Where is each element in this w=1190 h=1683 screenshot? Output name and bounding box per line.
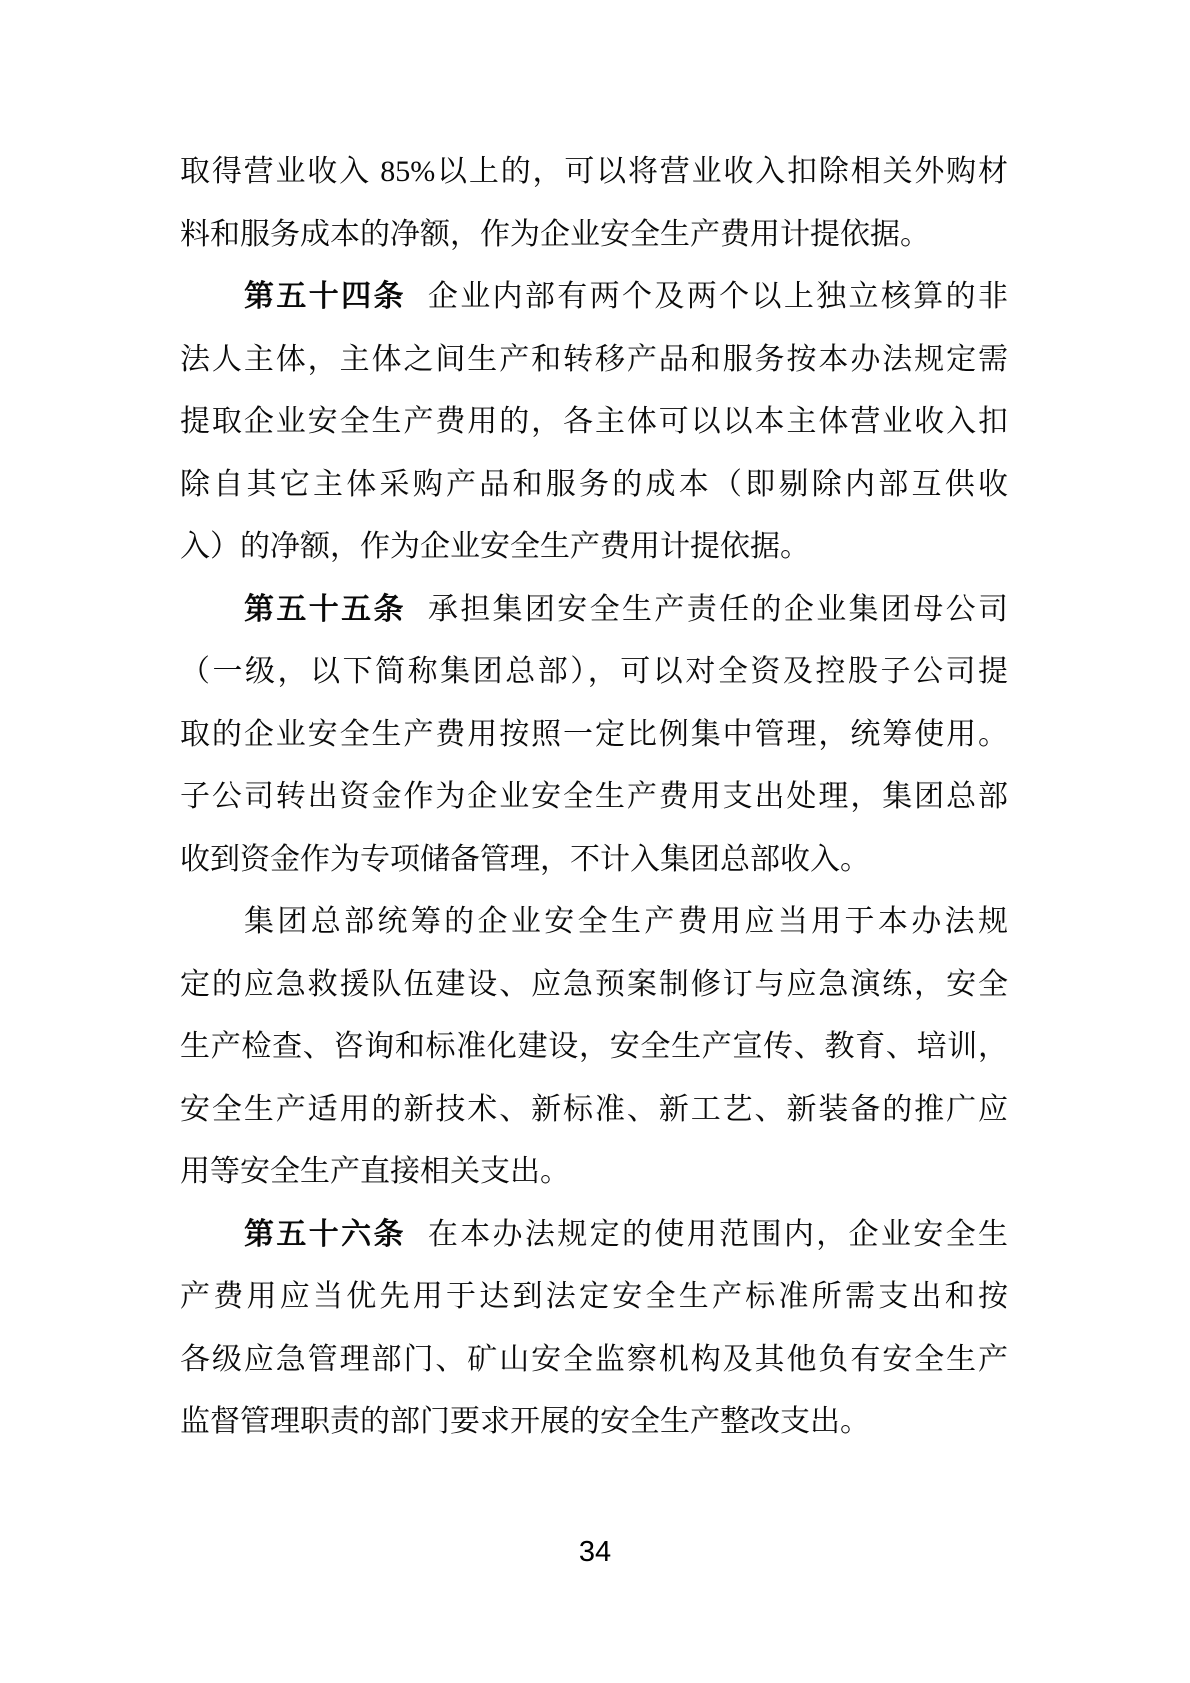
line-text: 安全生产适用的新技术、新标准、新工艺、新装备的推广应	[180, 1092, 1008, 1126]
line-text: 取得营业收入 85%以上的，可以将营业收入扣除相关外购材	[180, 155, 1008, 188]
article-number: 第五十五条	[244, 592, 406, 626]
text-line	[180, 1141, 1008, 1204]
text-line	[180, 704, 1008, 767]
text-line	[180, 641, 1008, 704]
text-line-article-56	[180, 1204, 1008, 1267]
page-number: 34	[578, 1536, 612, 1568]
article-number: 第五十四条	[244, 280, 406, 313]
line-text: 监督管理职责的部门要求开展的安全生产整改支出。	[180, 1405, 870, 1438]
text-line	[180, 516, 1008, 579]
text-line	[180, 829, 1008, 892]
text-line	[180, 1016, 1008, 1079]
text-line	[180, 1329, 1008, 1392]
line-text: 提取企业安全生产费用的，各主体可以以本主体营业收入扣	[180, 405, 1008, 438]
text-line	[180, 204, 1008, 267]
line-text: 生产检查、咨询和标准化建设，安全生产宣传、教育、培训，	[180, 1030, 1008, 1063]
line-text: 产费用应当优先用于达到法定安全生产标准所需支出和按	[180, 1280, 1008, 1313]
text-line-article-55	[180, 579, 1008, 642]
line-text: 用等安全生产直接相关支出。	[180, 1155, 570, 1188]
line-text: 在本办法规定的使用范围内，企业安全生	[427, 1217, 1008, 1251]
line-text: 定的应急救援队伍建设、应急预案制修订与应急演练，安全	[180, 967, 1008, 1001]
text-line	[180, 954, 1008, 1017]
text-line	[180, 766, 1008, 829]
line-text: 取的企业安全生产费用按照一定比例集中管理，统筹使用。	[180, 717, 1008, 751]
text-line	[180, 891, 1008, 954]
document-body	[180, 141, 1008, 1454]
line-text: 各级应急管理部门、矿山安全监察机构及其他负有安全生产	[180, 1342, 1008, 1376]
line-text: （一级，以下简称集团总部），可以对全资及控股子公司提	[180, 655, 1008, 688]
text-line	[180, 329, 1008, 392]
line-text: 法人主体，主体之间生产和转移产品和服务按本办法规定需	[180, 342, 1008, 376]
text-line	[180, 141, 1008, 204]
line-text: 料和服务成本的净额，作为企业安全生产费用计提依据。	[180, 217, 930, 251]
line-text: 集团总部统筹的企业安全生产费用应当用于本办法规	[244, 905, 1008, 938]
line-text: 除自其它主体采购产品和服务的成本（即剔除内部互供收	[180, 467, 1008, 501]
line-text: 子公司转出资金作为企业安全生产费用支出处理，集团总部	[180, 780, 1008, 813]
line-text: 企业内部有两个及两个以上独立核算的非	[427, 280, 1008, 313]
text-line	[180, 391, 1008, 454]
text-line	[180, 454, 1008, 517]
text-line	[180, 1266, 1008, 1329]
line-text: 入）的净额，作为企业安全生产费用计提依据。	[180, 530, 810, 563]
text-line	[180, 1079, 1008, 1142]
article-number: 第五十六条	[244, 1217, 406, 1251]
line-text: 承担集团安全生产责任的企业集团母公司	[427, 592, 1008, 626]
text-line-article-54	[180, 266, 1008, 329]
line-text: 收到资金作为专项储备管理，不计入集团总部收入。	[180, 842, 870, 876]
text-line	[180, 1391, 1008, 1454]
